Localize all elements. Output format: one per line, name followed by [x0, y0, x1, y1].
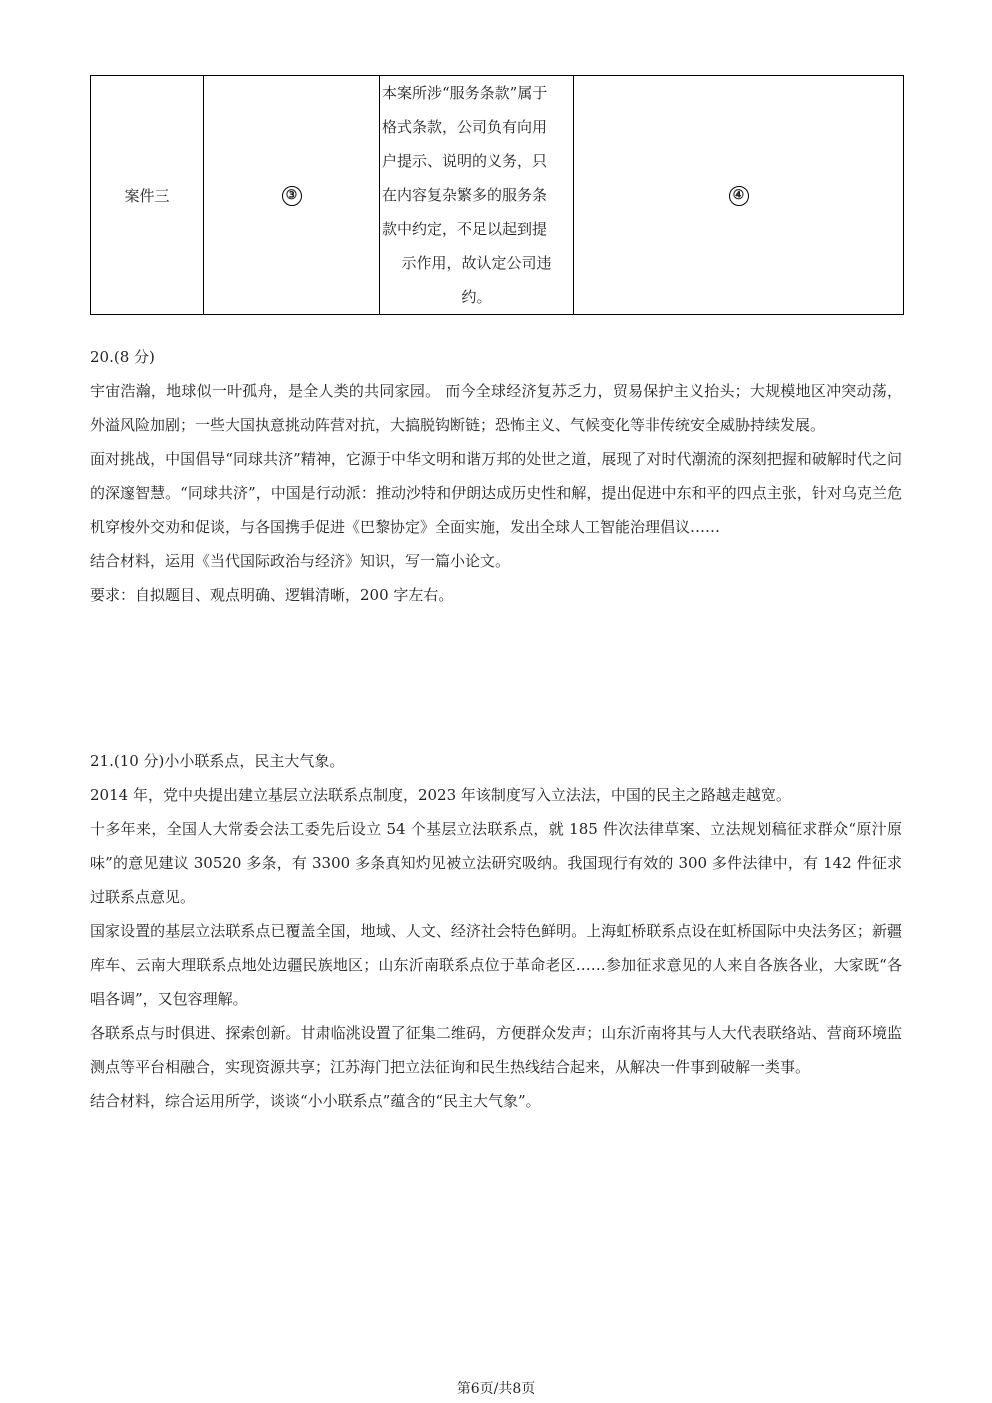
analysis-line: 户提示、说明的义务，只 — [382, 152, 548, 170]
table-row — [91, 76, 904, 315]
analysis-line: 在内容复杂繁多的服务条 — [382, 186, 548, 204]
analysis-line: 约。 — [461, 288, 492, 306]
case-table — [90, 75, 904, 315]
task-instruction: 结合材料，运用《当代国际政治与经济》知识，写一篇小论文。 — [90, 552, 511, 570]
task-instruction: 结合材料，综合运用所学，谈谈“小小联系点”蕴含的“民主大气象”。 — [90, 1092, 541, 1110]
analysis-line: 格式条款，公司负有向用 — [382, 118, 548, 136]
blank-marker-4: ④ — [729, 186, 749, 206]
question-heading: 21.(10 分)小小联系点，民主大气象。 — [90, 752, 345, 770]
question-20 — [90, 340, 902, 612]
material-paragraph: 国家设置的基层立法联系点已覆盖全国，地域、人文、经济社会特色鲜明。上海虹桥联系点设在虹桥国际中央法务区；新疆库车、云南大理联系点地处边疆民族地区；山东沂南联系点位于革命老区……参加征求意见的人来自各族各业，大家既“各唱各调”，又包容理解。 — [90, 922, 902, 1008]
blank-right-cell — [574, 76, 904, 315]
question-21 — [90, 744, 902, 1118]
page-number: 第6页/共8页 — [456, 1381, 536, 1397]
material-paragraph: 面对挑战，中国倡导“同球共济”精神，它源于中华文明和谐万邦的处世之道，展现了对时代潮流的深刻把握和破解时代之问的深邃智慧。“同球共济”，中国是行动派：推动沙特和伊朗达成历史性和解，提出促进中东和平的四点主张，针对乌克兰危机穿梭外交劝和促谈，与各国携手促进《巴黎协定》全面实施，发出全球人工智能治理倡议…… — [90, 450, 902, 536]
analysis-line: 款中约定，不足以起到提 — [382, 220, 548, 238]
material-paragraph: 2014 年，党中央提出建立基层立法联系点制度，2023 年该制度写入立法法，中国的民主之路越走越宽。 — [90, 786, 791, 804]
case-label-cell — [91, 76, 204, 315]
material-paragraph: 宇宙浩瀚，地球似一叶孤舟，是全人类的共同家园。 而今全球经济复苏乏力，贸易保护主义抬头；大规模地区冲突动荡，外溢风险加剧；一些大国执意挑动阵营对抗，大搞脱钩断链；恐怖主义、气候变化等非传统安全威胁持续发展。 — [90, 382, 902, 434]
analysis-line: 本案所涉“服务条款”属于 — [382, 84, 548, 102]
material-paragraph: 十多年来，全国人大常委会法工委先后设立 54 个基层立法联系点，就 185 件次法律草案、立法规划稿征求群众“原汁原味”的意见建议 30520 多条，有 3300 多条真知灼见被立法研究吸纳。我国现行有效的 300 多件法律中，有 142 件征求过联系点意见。 — [90, 820, 902, 906]
question-heading: 20.(8 分) — [90, 348, 155, 366]
material-paragraph: 各联系点与时俱进、探索创新。甘肃临洮设置了征集二维码，方便群众发声；山东沂南将其与人大代表联络站、营商环境监测点等平台相融合，实现资源共享；江苏海门把立法征询和民生热线结合起来，从解决一件事到破解一类事。 — [90, 1024, 902, 1076]
blank-marker-3: ③ — [282, 186, 302, 206]
case-label: 案件三 — [124, 186, 170, 205]
analysis-line: 示作用，故认定公司违 — [401, 254, 552, 272]
analysis-cell — [380, 76, 574, 315]
task-requirement: 要求：自拟题目、观点明确、逻辑清晰，200 字左右。 — [90, 586, 454, 604]
blank-left-cell — [204, 76, 380, 315]
